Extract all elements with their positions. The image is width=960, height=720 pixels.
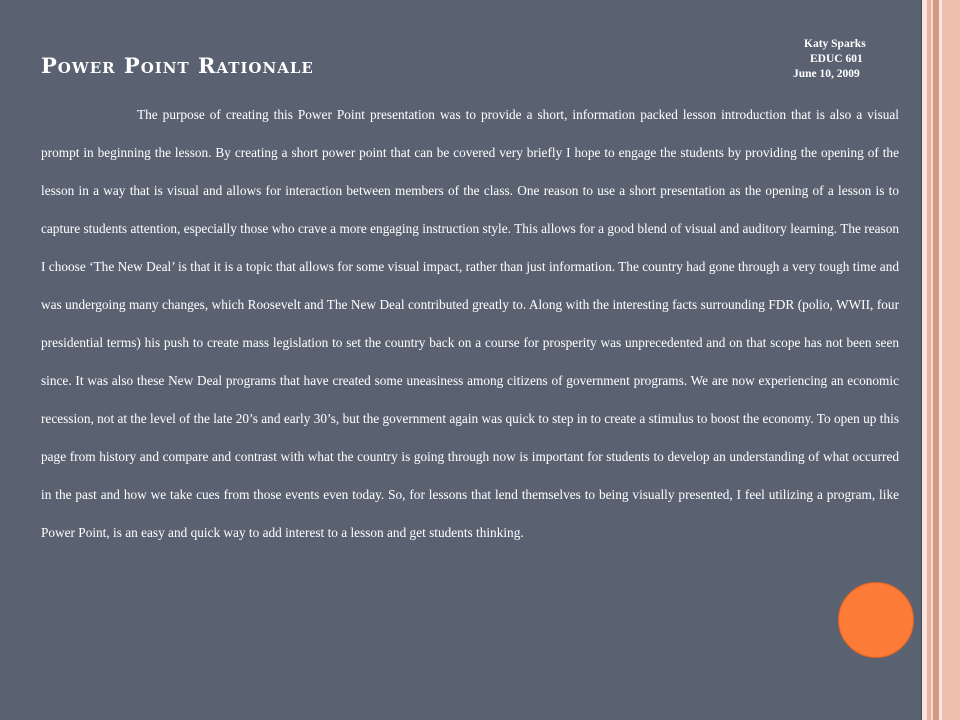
slide-title: Power Point Rationale (41, 53, 314, 78)
author-info (770, 37, 890, 82)
author-name: Katy Sparks (804, 38, 866, 50)
decorative-stripe (942, 0, 960, 720)
rationale-paragraph: The purpose of creating this Power Point presentation was to provide a short, information packed lesson introduction that is also a visual prompt in beginning the lesson. By creating a short power point that can be covered very briefly I hope to engage the students by providing the opening of the lesson in a way that is visual and allows for interaction between members of the class. One reason to use a short presentation as the opening of a lesson is to capture students attention, especially those who crave a more engaging instruction style. This allows for a good blend of visual and auditory learning. The reason I choose ‘The New Deal’ is that it is a topic that allows for some visual impact, rather than just information. The country had gone through a very tough time and was undergoing many changes, which Roosevelt and The New Deal contributed greatly to. Along with the interesting facts surrounding FDR (polio, WWII, four presidential terms) his push to create mass legislation to set the country back on a course for prosperity was unprecedented and on that scope has not been seen since. It was also these New Deal programs that have created some uneasiness among citizens of government programs. We are now experiencing an economic recession, not at the level of the late 20’s and early 30’s, but the government again was quick to step in to create a stimulus to boost the economy. To open up this page from history and compare and contrast with what the country is going through now is important for students to develop an understanding of what occurred in the past and how we take cues from those events even today. So, for lessons that lend themselves to being visually presented, I feel utilizing a program, like Power Point, is an easy and quick way to add interest to a lesson and get students thinking. (41, 107, 899, 540)
presentation-date: June 10, 2009 (793, 68, 860, 80)
decorative-orange-circle (838, 582, 914, 658)
course-code: EDUC 601 (810, 53, 863, 65)
